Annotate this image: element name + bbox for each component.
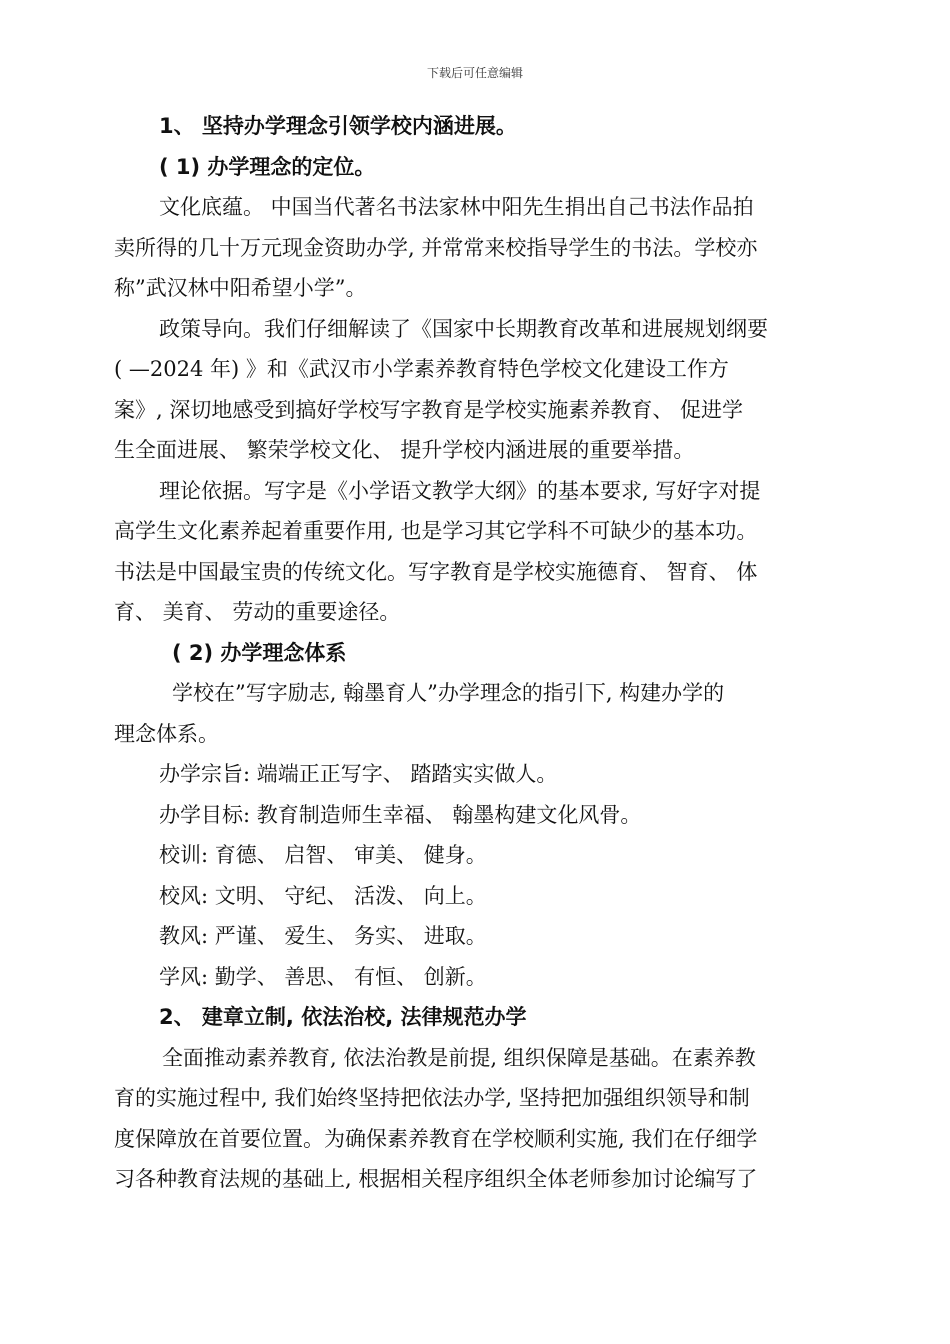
philosophy-item: 教风: 严谨、 爱生、 务实、 进取。: [159, 924, 487, 948]
paragraph-line: 理念体系。: [114, 721, 219, 746]
philosophy-item: 办学宗旨: 端端正正写字、 踏踏实实做人。: [159, 762, 558, 786]
paragraph-line: 书法是中国最宝贵的传统文化。写字教育是学校实施德育、 智育、 体: [114, 559, 758, 584]
paragraph-line: 度保障放在首要位置。为确保素养教育在学校顺利实施, 我们在仔细学: [114, 1126, 758, 1151]
page-header: 下载后可任意编辑: [426, 66, 523, 80]
paragraph-line: 高学生文化素养起着重要作用, 也是学习其它学科不可缺少的基本功。: [114, 519, 758, 543]
philosophy-item: 办学目标: 教育制造师生幸福、 翰墨构建文化风骨。: [159, 802, 642, 827]
paragraph-line: 理论依据。写字是《小学语文教学大纲》的基本要求, 写好字对提: [159, 478, 761, 503]
section-heading-1: 1、 坚持办学理念引领学校内涵进展。: [159, 114, 517, 138]
paragraph-line: ( —2024 年) 》和《武汉市小学素养教育特色学校文化建设工作方: [114, 357, 729, 381]
paragraph-line: 育的实施过程中, 我们始终坚持把依法办学, 坚持把加强组织领导和制: [114, 1086, 750, 1110]
paragraph-line: 学校在”写字励志, 翰墨育人”办学理念的指引下, 构建办学的: [172, 681, 725, 705]
section-heading-2: 2、 建章立制, 依法治校, 法律规范办学: [159, 1005, 527, 1029]
paragraph-line: 育、 美育、 劳动的重要途径。: [114, 600, 401, 624]
subsection-heading-1: ( 1) 办学理念的定位。: [159, 154, 376, 179]
philosophy-item: 校训: 育德、 启智、 审美、 健身。: [159, 843, 487, 867]
paragraph-line: 案》, 深切地感受到搞好学校写字教育是学校实施素养教育、 促进学: [114, 397, 744, 422]
paragraph-line: 卖所得的几十万元现金资助办学, 并常常来校指导学生的书法。学校亦: [114, 235, 758, 260]
paragraph-line: 全面推动素养教育, 依法治教是前提, 组织保障是基础。在素养教: [162, 1045, 756, 1070]
philosophy-item: 学风: 勤学、 善思、 有恒、 创新。: [159, 964, 487, 989]
paragraph-line: 习各种教育法规的基础上, 根据相关程序组织全体老师参加讨论编写了: [114, 1167, 758, 1191]
paragraph-line: 政策导向。我们仔细解读了《国家中长期教育改革和进展规划纲要: [159, 316, 768, 341]
paragraph-line: 文化底蕴。 中国当代著名书法家林中阳先生捐出自己书法作品拍: [159, 195, 754, 219]
philosophy-item: 校风: 文明、 守纪、 活泼、 向上。: [159, 883, 487, 908]
paragraph-line: 称”武汉林中阳希望小学”。: [114, 276, 367, 300]
subsection-heading-2: ( 2) 办学理念体系: [172, 640, 347, 665]
document-body: [114, 106, 844, 1200]
paragraph-line: 生全面进展、 繁荣学校文化、 提升学校内涵进展的重要举措。: [114, 438, 695, 462]
